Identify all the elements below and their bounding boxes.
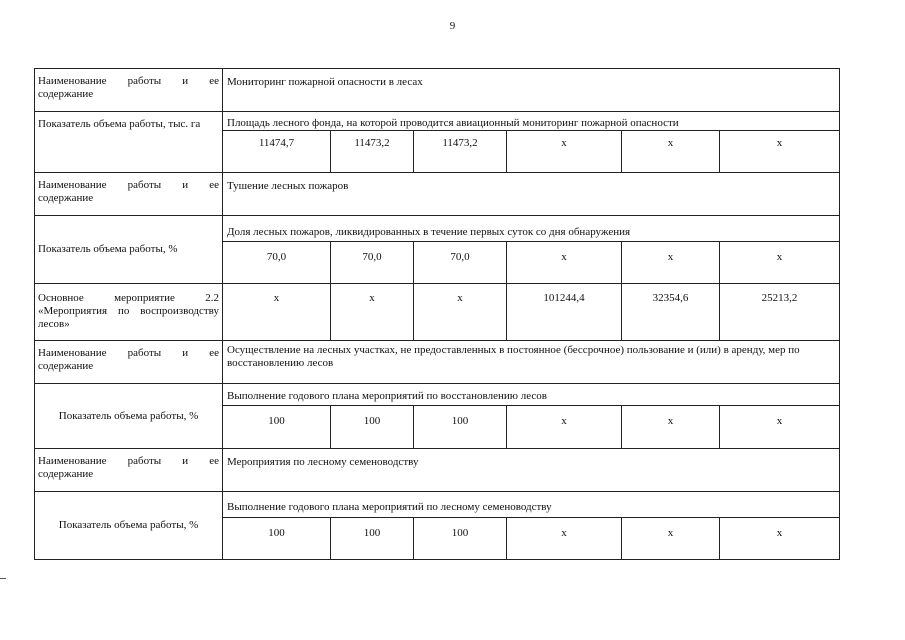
value-cell: 70,0 bbox=[414, 242, 507, 284]
value-cell: 100 bbox=[331, 518, 414, 560]
value-cell: x bbox=[507, 242, 622, 284]
table-row bbox=[35, 449, 840, 492]
value-cell: 100 bbox=[414, 518, 507, 560]
work-indicators-table bbox=[34, 68, 840, 560]
value-cell: x bbox=[622, 242, 720, 284]
margin-mark bbox=[0, 578, 6, 579]
value-cell: 100 bbox=[223, 518, 331, 560]
value-cell: 11474,7 bbox=[223, 131, 331, 173]
value-cell: 70,0 bbox=[331, 242, 414, 284]
value-cell: x bbox=[223, 284, 331, 341]
table-row bbox=[35, 341, 840, 384]
row-text: Доля лесных пожаров, ликвидированных в течение первых суток со дня обнаружения bbox=[223, 216, 840, 242]
table-row bbox=[35, 173, 840, 216]
value-cell: x bbox=[622, 131, 720, 173]
value-cell: 25213,2 bbox=[720, 284, 840, 341]
value-cell: 70,0 bbox=[223, 242, 331, 284]
row-text: Площадь лесного фонда, на которой проводится авиационный мониторинг пожарной опасности bbox=[223, 112, 840, 131]
value-cell: x bbox=[507, 518, 622, 560]
value-cell: x bbox=[720, 242, 840, 284]
value-cell: 32354,6 bbox=[622, 284, 720, 341]
value-cell: x bbox=[720, 131, 840, 173]
row-label: Наименование работы и ее содержание bbox=[35, 69, 223, 112]
table-row bbox=[35, 284, 840, 341]
value-cell: 100 bbox=[414, 406, 507, 449]
row-label: Наименование работы и ее содержание bbox=[35, 341, 223, 384]
row-label: Наименование работы и ее содержание bbox=[35, 173, 223, 216]
row-text: Выполнение годового плана мероприятий по лесному семеноводству bbox=[223, 492, 840, 518]
value-cell: 100 bbox=[223, 406, 331, 449]
table-row bbox=[35, 492, 840, 518]
value-cell: x bbox=[622, 406, 720, 449]
value-cell: 100 bbox=[331, 406, 414, 449]
value-cell: 11473,2 bbox=[414, 131, 507, 173]
value-cell: x bbox=[414, 284, 507, 341]
value-cell: 101244,4 bbox=[507, 284, 622, 341]
value-cell: x bbox=[622, 518, 720, 560]
row-label: Показатель объема работы, % bbox=[35, 384, 223, 449]
table-row bbox=[35, 216, 840, 242]
row-label: Основное мероприятие 2.2 «Мероприятия по воспроизводству лесов» bbox=[35, 284, 223, 341]
row-text: Мероприятия по лесному семеноводству bbox=[223, 449, 840, 492]
row-text: Мониторинг пожарной опасности в лесах bbox=[223, 69, 840, 112]
value-cell: x bbox=[507, 131, 622, 173]
value-cell: 11473,2 bbox=[331, 131, 414, 173]
page-number: 9 bbox=[449, 20, 456, 32]
value-cell: x bbox=[507, 406, 622, 449]
row-label: Наименование работы и ее содержание bbox=[35, 449, 223, 492]
value-cell: x bbox=[720, 406, 840, 449]
value-cell: x bbox=[331, 284, 414, 341]
table-row bbox=[35, 384, 840, 406]
row-text: Выполнение годового плана мероприятий по восстановлению лесов bbox=[223, 384, 840, 406]
row-text: Тушение лесных пожаров bbox=[223, 173, 840, 216]
row-text: Осуществление на лесных участках, не предоставленных в постоянное (бессрочное) пользование и (или) в аренду, мер по восстановлению лесов bbox=[223, 341, 840, 384]
row-label: Показатель объема работы, % bbox=[35, 492, 223, 560]
row-label: Показатель объема работы, % bbox=[35, 216, 223, 284]
table-row bbox=[35, 112, 840, 131]
row-label: Показатель объема работы, тыс. га bbox=[35, 112, 223, 173]
value-cell: x bbox=[720, 518, 840, 560]
table-row bbox=[35, 69, 840, 112]
